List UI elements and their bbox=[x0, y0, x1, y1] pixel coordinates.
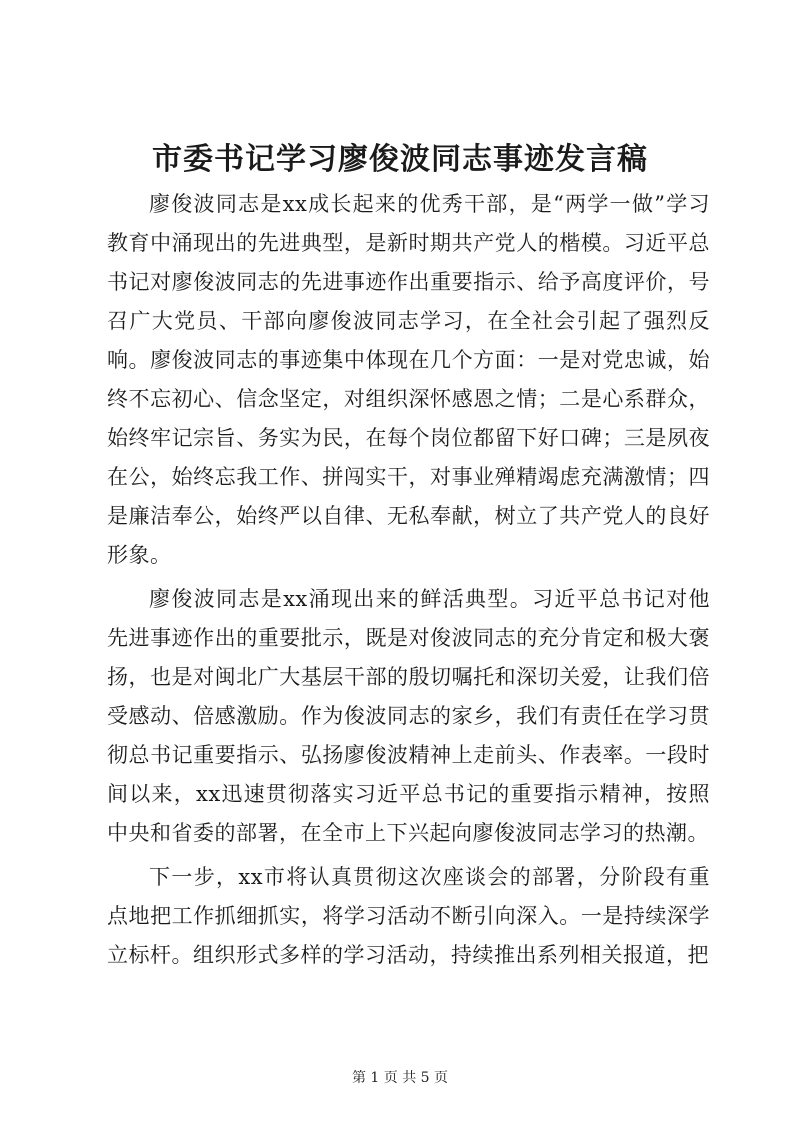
paragraph-1: 廖俊波同志是xx成长起来的优秀干部，是“两学一做”学习教育中涌现出的先进典型，是新时期共产党人的楷模。习近平总书记对廖俊波同志的先进事迹作出重要指示、给予高度评价，号召广大党员、干部向廖俊波同志学习，在全社会引起了强烈反响。廖俊波同志的事迹集中体现在几个方面：一是对党忠诚，始终不忘初心、信念坚定，对组织深怀感恩之情；二是心系群众，始终牢记宗旨、务实为民，在每个岗位都留下好口碑；三是夙夜在公，始终忘我工作、拼闯实干，对事业殚精竭虑充满激情；四是廉洁奉公，始终严以自律、无私奉献，树立了共产党人的良好形象。 bbox=[107, 192, 710, 567]
page-number-footer: 第 1 页 共 5 页 bbox=[351, 1070, 449, 1086]
document-title: 市委书记学习廖俊波同志事迹发言稿 bbox=[152, 142, 648, 177]
paragraph-3: 下一步，xx市将认真贯彻这次座谈会的部署，分阶段有重点地把工作抓细抓实，将学习活动不断引向深入。一是持续深学立标杆。组织形式多样的学习活动，持续推出系列相关报道，把 bbox=[107, 865, 710, 967]
document-body bbox=[107, 185, 710, 980]
paragraph-2: 廖俊波同志是xx涌现出来的鲜活典型。习近平总书记对他先进事迹作出的重要批示，既是对俊波同志的充分肯定和极大褒扬，也是对闽北广大基层干部的殷切嘱托和深切关爱，让我们倍受感动、倍感激励。作为俊波同志的家乡，我们有责任在学习贯彻总书记重要指示、弘扬廖俊波精神上走前头、作表率。一段时间以来，xx迅速贯彻落实习近平总书记的重要指示精神，按照中央和省委的部署，在全市上下兴起向廖俊波同志学习的热潮。 bbox=[107, 587, 710, 845]
